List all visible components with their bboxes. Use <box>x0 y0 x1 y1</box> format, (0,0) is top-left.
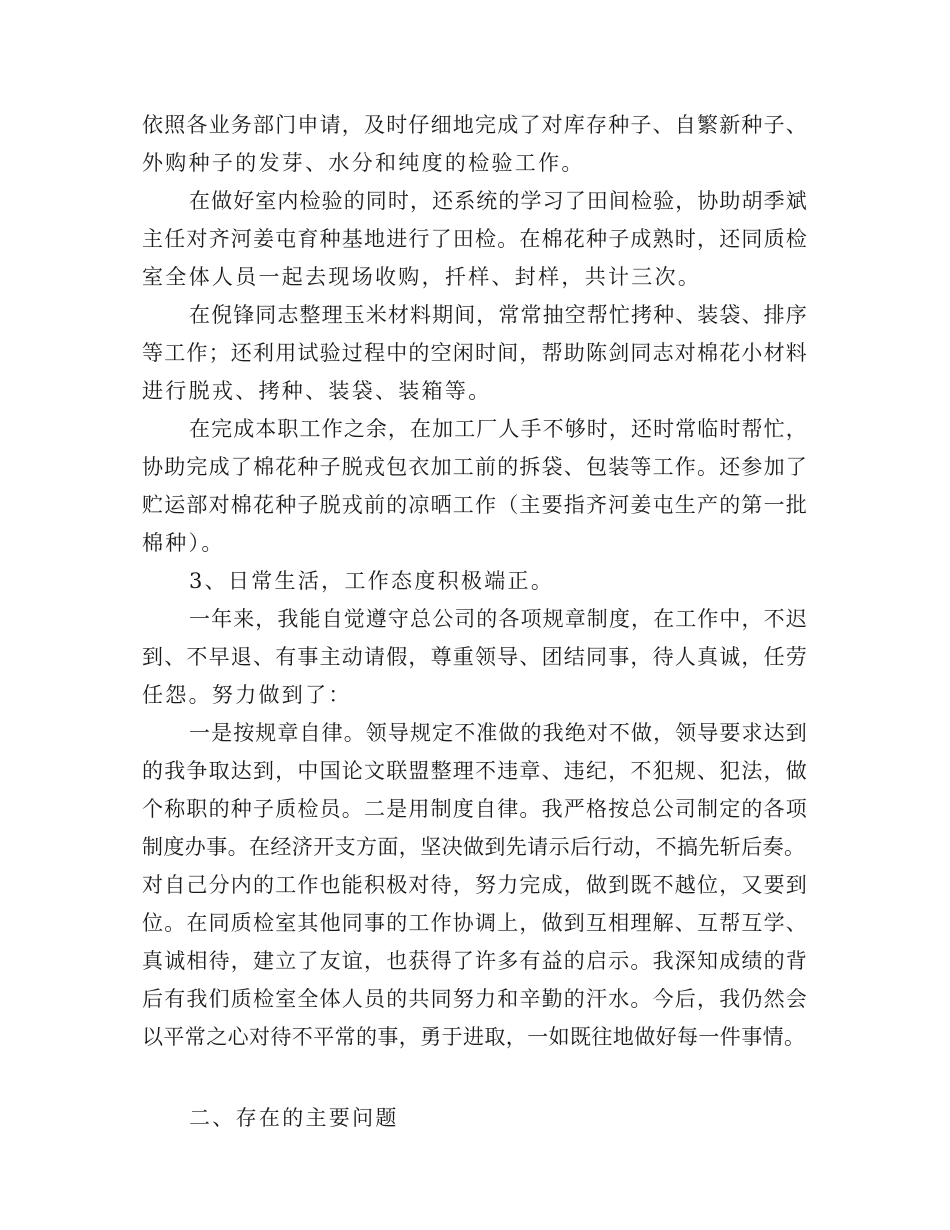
text-line: 任怨。努力做到了： <box>142 683 352 707</box>
text-line: 依照各业务部门申请，及时仔细地完成了对库存种子、自繁新种子、 <box>142 113 808 137</box>
text-line: 后有我们质检室全体人员的共同努力和辛勤的汗水。今后，我仍然会 <box>142 987 808 1011</box>
text-line: 外购种子的发芽、水分和纯度的检验工作。 <box>142 151 585 175</box>
text-line: 协助完成了棉花种子脱戎包衣加工前的拆袋、包装等工作。还参加了 <box>142 455 808 479</box>
text-line: 在做好室内检验的同时，还系统的学习了田间检验，协助胡季斌 <box>189 189 808 213</box>
text-line: 个称职的种子质检员。二是用制度自律。我严格按总公司制定的各项 <box>142 797 808 821</box>
text-line: 的我争取达到，中国论文联盟整理不违章、违纪，不犯规、犯法，做 <box>142 759 808 783</box>
text-line: 主任对齐河姜屯育种基地进行了田检。在棉花种子成熟时，还同质检 <box>142 227 808 251</box>
text-line: 在完成本职工作之余，在加工厂人手不够时，还时常临时帮忙， <box>189 417 808 441</box>
text-line: 棉种）。 <box>142 531 225 555</box>
text-line: 进行脱戎、拷种、装袋、装箱等。 <box>142 379 492 403</box>
text-line: 以平常之心对待不平常的事，勇于进取，一如既往地做好每一件事情。 <box>142 1025 806 1049</box>
text-line: 贮运部对棉花种子脱戎前的凉晒工作（主要指齐河姜屯生产的第一批 <box>142 493 808 517</box>
text-line: 等工作；还利用试验过程中的空闲时间，帮助陈剑同志对棉花小材料 <box>142 341 808 365</box>
section-heading: 二、存在的主要问题 <box>189 1106 399 1130</box>
section-heading: 3、日常生活，工作态度积极端正。 <box>189 569 555 593</box>
text-line: 对自己分内的工作也能积极对待，努力完成，做到既不越位，又要到 <box>142 873 808 897</box>
text-line: 在倪锋同志整理玉米材料期间，常常抽空帮忙拷种、装袋、排序 <box>189 303 808 327</box>
text-line: 真诚相待，建立了友谊，也获得了许多有益的启示。我深知成绩的背 <box>142 949 808 973</box>
text-line: 一年来，我能自觉遵守总公司的各项规章制度，在工作中，不迟 <box>189 607 808 631</box>
text-line: 位。在同质检室其他同事的工作协调上，做到互相理解、互帮互学、 <box>142 911 808 935</box>
text-line: 制度办事。在经济开支方面，坚决做到先请示后行动，不搞先斩后奏。 <box>142 835 806 859</box>
text-line: 一是按规章自律。领导规定不准做的我绝对不做，领导要求达到 <box>189 721 808 745</box>
text-line: 室全体人员一起去现场收购，扦样、封样，共计三次。 <box>142 265 702 289</box>
text-line: 到、不早退、有事主动请假，尊重领导、团结同事，待人真诚，任劳 <box>142 645 808 669</box>
